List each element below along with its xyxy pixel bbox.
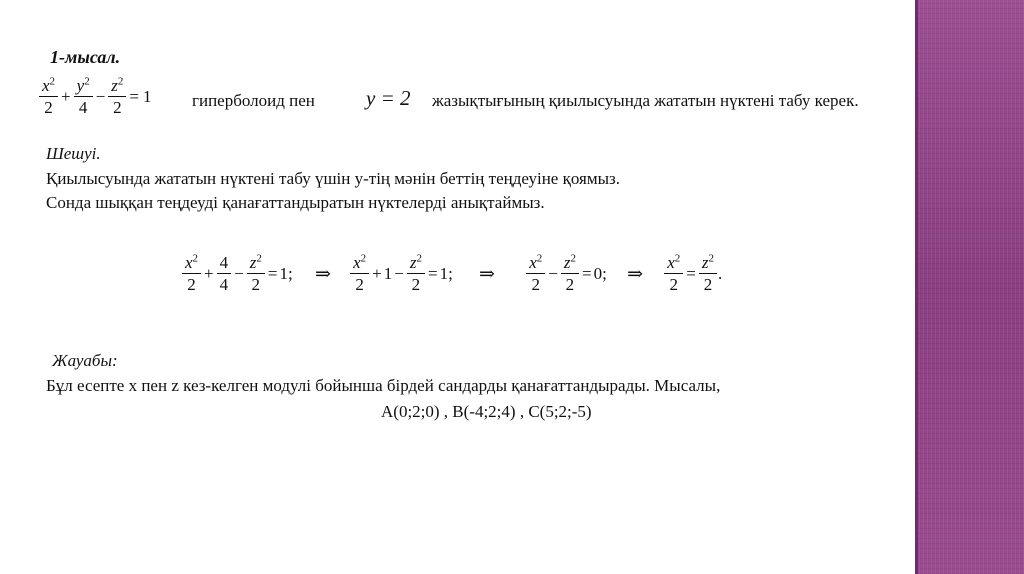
equation-step-3: $\frac{x^2}{2}$ − $\frac{z^2}{2}$ = 0; bbox=[525, 263, 611, 282]
implies-arrow-1: ⇒ bbox=[314, 263, 331, 285]
equation-step-2: $\frac{x^2}{2}$ + 1 − $\frac{z^2}{2}$ = 1; bbox=[349, 263, 457, 282]
answer-heading: Жауабы: bbox=[52, 351, 118, 370]
decorative-sidebar bbox=[915, 0, 1024, 574]
hyperboloid-equation: $\frac{x^2}{2}$ + $\frac{y^2}{4}$ − $\frac{z^2}{2}$ = 1 bbox=[38, 77, 154, 117]
solution-line-2: Сонда шыққан теңдеуді қанағаттандыратын нүктелерді анықтаймыз. bbox=[46, 193, 545, 212]
equation-chain bbox=[181, 254, 722, 294]
answer-points: A(0;2;0) , B(-4;2;4) , C(5;2;-5) bbox=[381, 402, 592, 421]
plane-equation: y = 2 bbox=[366, 86, 411, 110]
problem-text-hyperboloid: гиперболоид пен bbox=[192, 91, 315, 110]
answer-line: Бұл есепте x пен z кез-келген модулі бойынша бірдей сандарды қанағаттандырады. Мысалы, bbox=[46, 376, 721, 395]
frac-z2-over-2: $\frac{z^2}{2}$ bbox=[108, 77, 126, 117]
frac-y2-over-4: $\frac{y^2}{4}$ bbox=[74, 77, 93, 117]
problem-text-plane: жазықтығының қиылысуында жататын нүктені табу керек. bbox=[432, 91, 859, 110]
frac-x2-over-2: $\frac{x^2}{2}$ bbox=[39, 77, 58, 117]
implies-arrow-2: ⇒ bbox=[479, 263, 495, 285]
implies-arrow-3: ⇒ bbox=[627, 263, 643, 285]
solution-heading: Шешуі. bbox=[46, 144, 101, 163]
solution-line-1: Қиылысуында жататын нүктені табу үшін y-тің мәнін беттің теңдеуіне қоямыз. bbox=[46, 169, 621, 188]
equation-step-4: $\frac{x^2}{2}$ = $\frac{z^2}{2}$ . bbox=[663, 263, 722, 282]
sidebar-edge bbox=[915, 0, 918, 574]
equation-step-1: $\frac{x^2}{2}$ + $\frac{4}{4}$ − $\frac{z^2}{2}$ = 1; bbox=[181, 263, 297, 282]
slide-title: 1-мысал. bbox=[50, 47, 121, 67]
